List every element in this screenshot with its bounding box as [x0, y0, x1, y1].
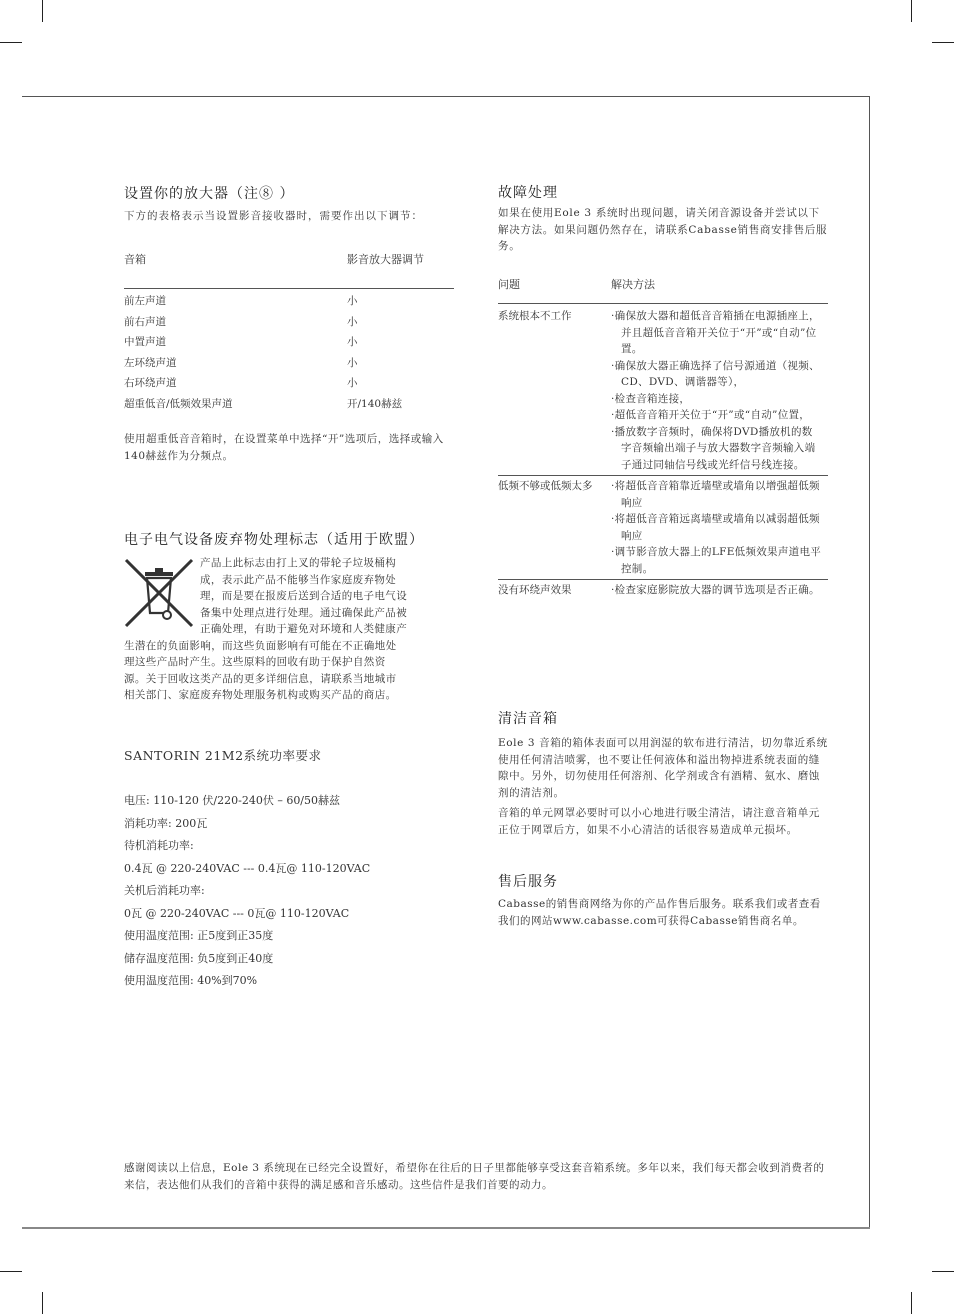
page-frame-bottom	[22, 1227, 870, 1229]
table-row	[124, 373, 456, 394]
amp-table-divider	[124, 288, 454, 289]
footer-text: 感谢阅读以上信息，Eole 3 系统现在已经完全设置好，希望你在往后的日子里都能够享受这套音箱系统。多年以来，我们每天都会收到消费者的来信，表达他们从我们的音箱中获得的满足感和音乐感动。这些信件是我们首要的动力。	[124, 1162, 825, 1191]
crop-mark	[0, 1271, 22, 1272]
setting-cell: 小	[347, 295, 358, 307]
page-frame-top	[22, 96, 870, 97]
setting-cell: 小	[347, 377, 358, 389]
solution-item: ·超低音音箱开关位于“开”或“自动”位置，	[611, 409, 811, 421]
amp-settings-section	[124, 184, 456, 464]
weee-line: 备集中处理点进行处理。通过确保此产品被	[200, 606, 408, 619]
solution-item: ·播放数字音频时，确保将DVD播放机的数字音频输出端子与放大器数字音频输入端子通过同轴信号线或光纤信号线连接。	[611, 425, 816, 471]
amp-settings-title: 设置你的放大器（注⑧ ）	[124, 186, 295, 202]
table-row	[124, 332, 456, 353]
service-title: 售后服务	[498, 874, 558, 890]
weee-title: 电子电气设备废弃物处理标志（适用于欧盟）	[124, 532, 424, 548]
speaker-cell: 前左声道	[124, 295, 166, 307]
table-row	[124, 312, 456, 333]
troubleshoot-section	[498, 183, 830, 599]
col-problem: 问题	[498, 277, 520, 291]
col-speaker: 音箱	[124, 252, 146, 266]
setting-cell: 小	[347, 356, 358, 369]
amp-table-body	[124, 291, 456, 414]
weee-line: 源。关于回收这类产品的更多详细信息，请联系当地城市	[124, 672, 397, 685]
troubleshoot-table-header	[498, 277, 830, 294]
power-spec-line: 关机后消耗功率:	[124, 884, 205, 897]
cleaning-section	[498, 709, 830, 838]
power-title: SANTORIN 21M2系统功率要求	[124, 748, 322, 763]
col-solution: 解决方法	[611, 277, 655, 291]
weee-line: 正确处理，有助于避免对环境和人类健康产	[200, 623, 408, 635]
crop-mark	[911, 1292, 912, 1314]
solution-item: ·确保放大器和超低音音箱插在电源插座上，并且超低音音箱开关位于“开”或“自动”位置。	[611, 310, 820, 355]
table-row	[498, 478, 830, 577]
solution-item: ·确保放大器正确选择了信号源通道（视频、CD、DVD、调谐器等），	[611, 359, 820, 388]
solution-item: ·将超低音音箱靠近墙壁或墙角以增强超低频响应	[611, 480, 820, 509]
weee-line: 理，而是要在报废后送到合适的电子电气设	[200, 590, 408, 602]
troubleshoot-divider	[498, 579, 828, 580]
solution-item: ·检查家庭影院放大器的调节选项是否正确。	[611, 584, 820, 596]
solution-list	[611, 308, 823, 473]
problem-cell: 没有环绕声效果	[498, 584, 572, 596]
power-spec-line: 0瓦 @ 220-240VAC --- 0瓦@ 110-120VAC	[124, 906, 350, 920]
cleaning-paragraph-1: Eole 3 音箱的箱体表面可以用润湿的软布进行清洁，切勿靠近系统使用任何清洁喷雾，也不要让任何液体和溢出物掉进系统表面的缝隙中。另外，切勿使用任何溶剂、化学剂或含有酒精、氨水、磨蚀剂的清洁剂。	[498, 737, 828, 799]
crop-mark	[42, 1292, 43, 1314]
crop-mark	[42, 0, 43, 22]
cleaning-paragraph-2: 音箱的单元网罩必要时可以小心地进行吸尘清洁，请注意音箱单元正位于网罩后方，如果不小心清洁的话很容易造成单元损坏。	[498, 807, 820, 836]
footer-note	[124, 1160, 832, 1193]
table-row	[124, 353, 456, 374]
table-row	[124, 291, 456, 312]
solution-list	[611, 478, 823, 577]
power-spec-list	[124, 790, 456, 993]
crop-mark	[0, 42, 22, 43]
power-spec-line: 储存温度范围: 负5度到正40度	[124, 951, 274, 965]
troubleshoot-divider	[498, 303, 828, 304]
weee-line: 成，表示此产品不能够当作家庭废弃物处	[200, 573, 397, 586]
power-spec-line: 使用温度范围: 40%到70%	[124, 974, 258, 987]
weee-line: 理这些产品时产生。这些原料的回收有助于保护自然资	[124, 656, 386, 668]
speaker-cell: 前右声道	[124, 315, 166, 328]
cleaning-title: 清洁音箱	[498, 711, 558, 727]
table-row	[498, 308, 830, 473]
power-section	[124, 746, 456, 993]
power-spec-line: 消耗功率: 200瓦	[124, 816, 208, 830]
speaker-cell: 右环绕声道	[124, 377, 177, 389]
crop-mark	[932, 42, 954, 43]
col-adjust: 影音放大器调节	[347, 252, 424, 266]
weee-line: 生潜在的负面影响，而这些负面影响有可能在不正确地处	[124, 639, 397, 652]
problem-cell: 低频不够或低频太多	[498, 480, 593, 492]
troubleshoot-divider	[498, 475, 828, 476]
service-text: Cabasse的销售商网络为你的产品作售后服务。联系我们或者查看我们的网站www.cabasse.com可获得Cabasse销售商名单。	[498, 898, 821, 927]
speaker-cell: 左环绕声道	[124, 356, 177, 369]
crop-mark	[932, 1271, 954, 1272]
service-section	[498, 872, 830, 929]
amp-settings-intro: 下方的表格表示当设置影音接收器时，需要作出以下调节：	[124, 210, 423, 222]
weee-line: 产品上此标志由打上叉的带轮子垃圾桶构	[200, 557, 397, 569]
setting-cell: 小	[347, 315, 358, 328]
speaker-cell: 中置声道	[124, 336, 166, 348]
amp-settings-note: 使用超重低音音箱时，在设置菜单中选择“开”选项后，选择或输入140赫兹作为分频点。	[124, 433, 444, 462]
solution-item: ·调节影音放大器上的LFE低频效果声道电平控制。	[611, 546, 822, 575]
setting-cell: 小	[347, 336, 358, 348]
power-spec-line: 待机消耗功率:	[124, 839, 194, 852]
weee-bin-icon	[124, 558, 194, 628]
page-frame-right	[869, 96, 870, 1228]
power-spec-line: 使用温度范围: 正5度到正35度	[124, 929, 274, 942]
amp-table-header	[124, 252, 456, 269]
troubleshoot-title: 故障处理	[498, 185, 558, 201]
table-row	[124, 394, 456, 415]
weee-section	[124, 530, 456, 704]
crop-mark	[911, 0, 912, 22]
speaker-cell: 超重低音/低频效果声道	[124, 397, 233, 410]
troubleshoot-intro: 如果在使用Eole 3 系统时出现问题，请关闭音源设备并尝试以下解决方法。如果问题仍然存在，请联系Cabasse销售商安排售后服务。	[498, 207, 828, 252]
weee-line: 相关部门、家庭废弃物处理服务机构或购买产品的商店。	[124, 689, 397, 701]
solution-item: ·检查音箱连接，	[611, 392, 691, 405]
setting-cell: 开/140赫兹	[347, 397, 403, 410]
power-spec-line: 电压: 110-120 伏/220-240伏 – 60/50赫兹	[124, 794, 341, 807]
power-spec-line: 0.4瓦 @ 220-240VAC --- 0.4瓦@ 110-120VAC	[124, 861, 371, 875]
solution-list	[611, 582, 823, 599]
table-row	[498, 582, 830, 599]
solution-item: ·将超低音音箱远离墙壁或墙角以减弱超低频响应	[611, 513, 820, 542]
problem-cell: 系统根本不工作	[498, 310, 572, 322]
